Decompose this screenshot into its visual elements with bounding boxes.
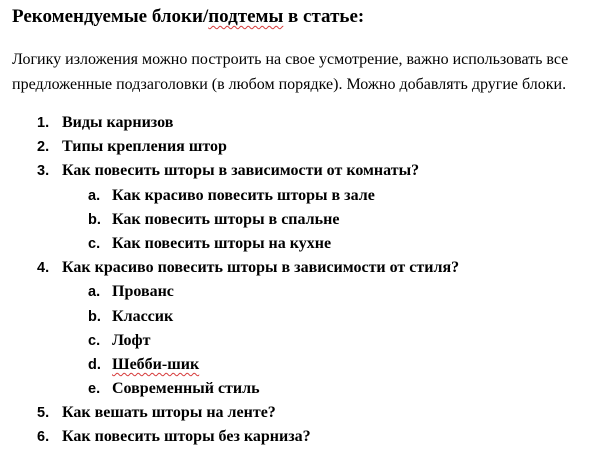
list-marker: b. [88,211,101,228]
outline-item-text: Лофт [112,331,151,349]
page-heading [12,4,364,30]
heading-misspelled-word: подтемы [208,6,284,27]
outline-subitem [0,208,600,232]
outline-subitem [0,184,600,208]
outline-item [0,256,600,280]
outline-item-text: Как красиво повесить шторы в зале [112,186,375,204]
outline-item-text: Типы крепления штор [62,138,227,156]
list-marker: c. [88,332,101,349]
outline-item-misspelled-text: Шебби-шик [112,355,200,373]
outline-item [0,425,600,449]
list-marker: 4. [37,260,50,277]
outline-item-text: Как повесить шторы в зависимости от комнаты? [62,162,420,180]
outline-item-text: Как вешать шторы на ленте? [62,404,276,422]
outline-item-text: Классик [112,307,174,325]
heading-text-start: Рекомендуемые блоки/ [12,6,209,27]
outline-subitem [0,353,600,377]
list-marker: a. [88,187,101,204]
outline-item-text: Прованс [112,283,174,301]
list-marker: 6. [37,429,50,446]
outline-subitem [0,280,600,304]
outline-item [0,159,600,183]
list-marker: 1. [37,115,50,131]
outline-subitem [0,305,600,329]
outline-subitem [0,377,600,401]
outline-item [0,135,600,159]
outline-item-text: Как повесить шторы без карниза? [62,428,311,446]
outline-list [0,111,600,450]
list-marker: b. [88,308,101,325]
list-marker: 2. [37,139,50,156]
list-marker: c. [88,235,101,252]
outline-item-text: Как повесить шторы на кухне [112,234,332,252]
intro-paragraph: Логику изложения можно построить на свое усмотрение, важно использовать все предложенные подзаголовки (в любом порядке). Можно добавлять другие блоки. [12,51,569,93]
list-marker: d. [88,356,101,373]
outline-item-text: Как повесить шторы в спальне [112,210,340,228]
list-marker: 3. [37,163,50,180]
outline-item-text: Современный стиль [112,380,260,398]
outline-subitem [0,232,600,256]
heading-text-end: в статье: [283,6,365,27]
outline-item-text: Как красиво повесить шторы в зависимости от стиля? [62,259,460,277]
outline-subitem [0,329,600,353]
outline-item-text: Виды карнизов [62,114,174,131]
list-marker: e. [88,381,101,398]
list-marker: 5. [37,405,50,422]
list-marker: a. [88,284,101,301]
outline-item [0,401,600,425]
outline-item [0,111,600,135]
